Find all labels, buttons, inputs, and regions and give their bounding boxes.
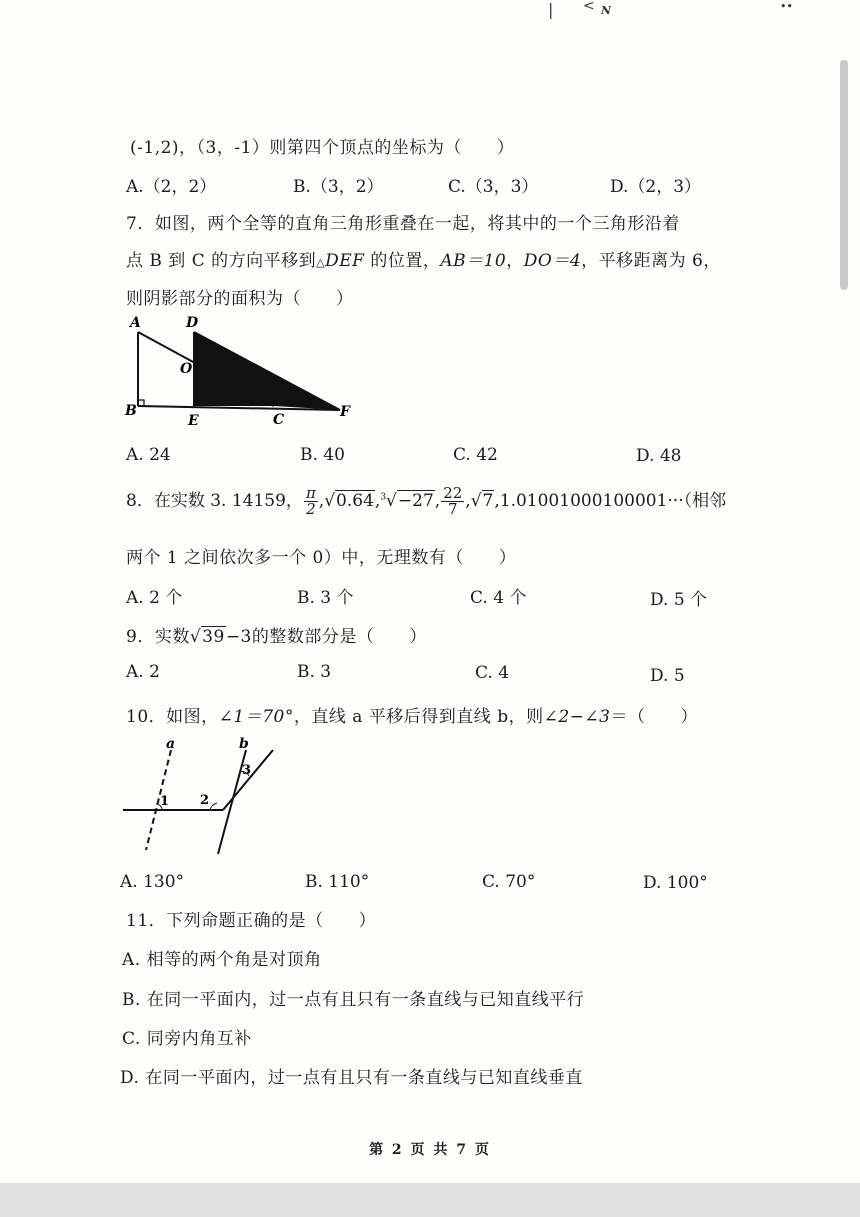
q9-stem [126,622,427,647]
q10-suffix: ＝（ ） [610,707,698,727]
q10-parallel-lines-figure [118,732,288,857]
label-line-b: b [239,736,249,752]
frac-22-over-7: $\frac{22}{7}$ [443,484,463,518]
page-footer: 第 2 页 共 7 页 [369,1142,491,1158]
scan-tick-mark: | [548,0,554,19]
q7-stem-line2-start: 点 B 到 C 的方向平移到 [126,251,317,271]
scan-letter-mark: N [601,4,612,17]
slanted-line [223,750,273,810]
q7-option-d: D. 48 [636,446,682,466]
q10-stem [126,702,698,727]
angle-expression: ∠2−∠3 [543,707,611,727]
q9-option-d: D. 5 [650,666,685,686]
angle-1-value: ∠1＝70° [218,707,294,727]
q8-option-c: C. 4 个 [470,588,527,608]
q9-option-a: A. 2 [126,662,160,682]
q10-prefix: 10．如图， [126,707,219,727]
label-o: O [180,361,193,377]
q6-option-b: B.（3，2） [293,177,384,197]
q11-option-c: C. 同旁内角互补 [122,1029,252,1049]
q10-option-a: A. 130° [120,872,185,892]
angle-2-arc [210,803,217,810]
q10-option-c: C. 70° [482,872,536,892]
q11-option-d: D. 在同一平面内，过一点有且只有一条直线与已知直线垂直 [120,1068,583,1088]
q7-triangle-figure [120,312,360,432]
q11-option-a: A. 相等的两个角是对顶角 [122,950,322,970]
label-angle-1: 1 [160,794,170,809]
q9-option-c: C. 4 [475,663,510,683]
q7-stem-line2-end: ，平移距离为 6， [581,251,721,271]
q11-option-b: B. 在同一平面内，过一点有且只有一条直线与已知直线平行 [122,990,585,1010]
label-angle-2: 2 [200,793,210,808]
q7-option-a: A. 24 [126,445,171,465]
label-b: B [125,403,137,419]
triangle-def: DEF [325,251,365,271]
sqrt-0-64: √0.64 [324,491,374,511]
q6-stem-tail: (-1,2)，（3，-1）则第四个顶点的坐标为（ ） [130,138,515,158]
q8-option-b: B. 3 个 [297,588,354,608]
sqrt-39: √39 [189,627,225,647]
q8-stem-line1: 8．在实数 3. 14159， $\frac{\pi}{2}$ ,√0.64,$^3$√−27, $\frac{22}{7}$ ,√7,1.01001000100001···（相邻 [126,484,727,518]
label-angle-3: 3 [242,763,252,778]
q9-suffix: 的整数部分是（ ） [251,627,427,647]
q7-stem-line2-mid: 的位置， [364,251,441,271]
ab-length: AB＝10 [440,251,507,271]
q11-stem: 11．下列命题正确的是（ ） [126,911,377,931]
q6-option-a: A.（2，2） [126,177,217,197]
label-e: E [188,413,199,429]
label-c: C [273,412,285,428]
q6-option-d: D.（2，3） [610,177,702,197]
scrollbar-thumb[interactable] [840,60,848,290]
label-a: A [130,315,141,331]
q10-option-d: D. 100° [643,873,708,893]
q10-option-b: B. 110° [305,872,370,892]
q7-stem-line3: 则阴影部分的面积为（ ） [126,289,354,309]
q6-option-c: C.（3，3） [448,177,539,197]
sqrt-7: √7 [470,491,494,511]
cbrt-minus-27: $^3$√−27 [380,491,434,511]
label-line-a: a [166,736,176,752]
q7-separator: ， [506,251,524,271]
repeating-decimal: 1.01001000100001··· [499,491,684,511]
vertical-scrollbar[interactable] [838,60,852,290]
scan-dots-mark: •• [780,0,793,13]
q8-stem-line2: 两个 1 之间依次多一个 0）中，无理数有（ ） [126,548,517,568]
q8-prefix: 8．在实数 3. 14159， [126,491,303,511]
q9-option-b: B. 3 [297,662,332,682]
scan-arrow-mark: < [583,0,595,14]
q7-stem-line1: 7．如图，两个全等的直角三角形重叠在一起，将其中的一个三角形沿着 [126,214,680,234]
triangle-symbol: △ [316,256,326,269]
q7-option-b: B. 40 [300,445,345,465]
q7-option-c: C. 42 [453,445,498,465]
q10-mid: ，直线 a 平移后得到直线 b，则 [293,707,544,727]
q9-minus-three: −3 [225,627,252,647]
q7-stem-line2 [126,246,721,271]
bottom-edge-shadow [0,1183,860,1217]
q8-option-a: A. 2 个 [126,588,183,608]
label-f: F [340,404,350,420]
label-d: D [186,315,199,331]
do-length: DO＝4 [523,251,582,271]
pi-over-2: $\frac{\pi}{2}$ [305,484,316,518]
q8-suffix: （相邻 [683,491,727,511]
q9-prefix: 9．实数 [126,627,190,647]
q8-option-d: D. 5 个 [650,590,708,610]
